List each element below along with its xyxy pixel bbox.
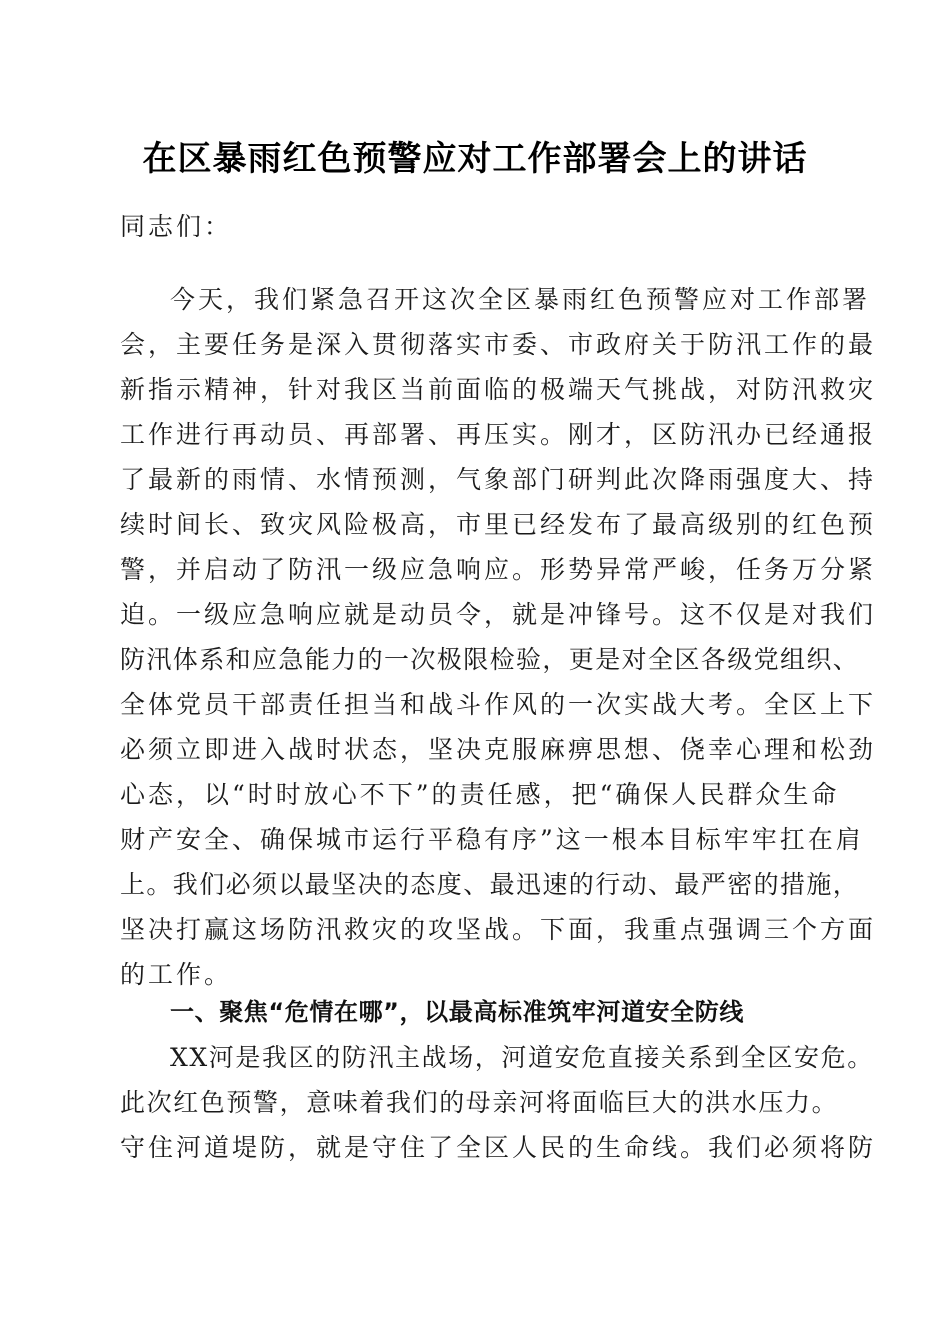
paragraph-line: 今天，我们紧急召开这次全区暴雨红色预警应对工作部署 [170,285,871,314]
paragraph-line: 财产安全、确保城市运行平稳有序”这一根本目标牢牢扛在肩 [120,825,864,854]
paragraph-line: 续时间长、致灾风险极高，市里已经发布了最高级别的红色预 [120,510,877,539]
paragraph-line: XX河是我区的防汛主战场，河道安危直接关系到全区安危。 [170,1043,874,1072]
salutation: 同志们： [120,212,233,241]
paragraph-line: 新指示精神，针对我区当前面临的极端天气挑战，对防汛救灾 [120,375,877,404]
paragraph-line: 全体党员干部责任担当和战斗作风的一次实战大考。全区上下 [120,690,877,719]
paragraph-line: 会，主要任务是深入贯彻落实市委、市政府关于防汛工作的最 [120,330,877,359]
paragraph-line: 防汛体系和应急能力的一次极限检验，更是对全区各级党组织、 [120,645,860,674]
section-heading: 一、聚焦“危情在哪”，以最高标准筑牢河道安全防线 [170,998,744,1026]
paragraph-line: 的工作。 [120,960,233,989]
paragraph-line: 心态，以“时时放心不下”的责任感，把“确保人民群众生命 [120,780,840,809]
paragraph-line: 必须立即进入战时状态，坚决克服麻痹思想、侥幸心理和松劲 [120,735,877,764]
paragraph-line: 坚决打赢这场防汛救灾的攻坚战。下面，我重点强调三个方面 [120,915,877,944]
paragraph-line: 工作进行再动员、再部署、再压实。刚才，区防汛办已经通报 [120,420,877,449]
paragraph-line: 警，并启动了防汛一级应急响应。形势异常严峻，任务万分紧 [120,555,877,584]
paragraph-line: 此次红色预警，意味着我们的母亲河将面临巨大的洪水压力。 [120,1088,839,1117]
paragraph-line: 迫。一级应急响应就是动员令，就是冲锋号。这不仅是对我们 [120,600,877,629]
paragraph-line: 上。我们必须以最坚决的态度、最迅速的行动、最严密的措施， [120,870,860,899]
paragraph-line: 了最新的雨情、水情预测，气象部门研判此次降雨强度大、持 [120,465,877,494]
paragraph-line: 守住河道堤防，就是守住了全区人民的生命线。我们必须将防 [120,1133,877,1162]
document-title: 在区暴雨红色预警应对工作部署会上的讲话 [142,139,808,179]
